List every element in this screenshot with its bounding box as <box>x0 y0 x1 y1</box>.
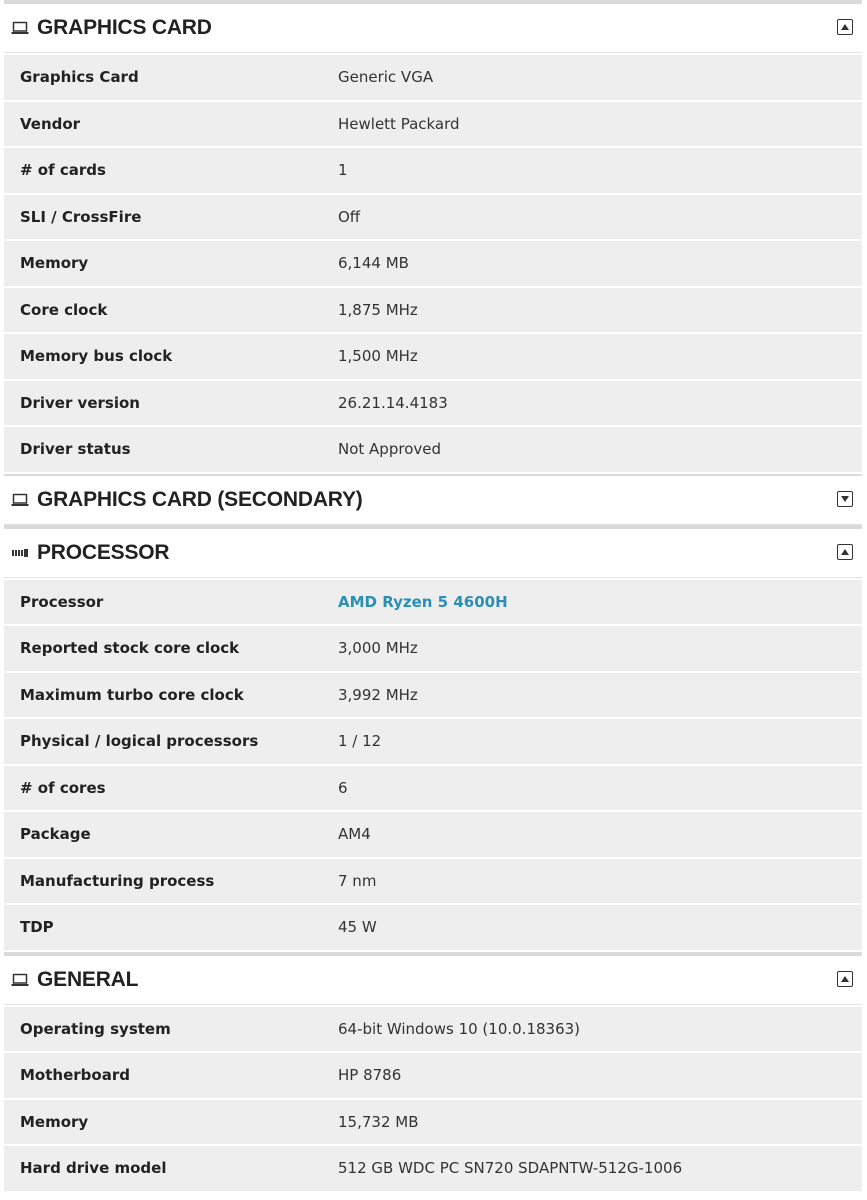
table-row <box>4 859 862 906</box>
row-label: # of cards <box>20 161 106 180</box>
table-row <box>4 381 862 428</box>
table-row <box>4 1146 862 1193</box>
row-value: 6,144 MB <box>338 254 409 273</box>
row-value: AM4 <box>338 825 371 844</box>
section-title: GRAPHICS CARD (SECONDARY) <box>37 487 363 511</box>
graphics-card-rows <box>4 53 862 474</box>
table-row <box>4 812 862 859</box>
section-processor <box>4 525 862 952</box>
row-value: 15,732 MB <box>338 1112 419 1131</box>
row-value: 45 W <box>338 918 377 937</box>
row-label: Motherboard <box>20 1066 130 1085</box>
collapse-toggle-icon[interactable] <box>837 544 853 560</box>
section-graphics-card-secondary <box>4 474 862 525</box>
row-label: Manufacturing process <box>20 871 215 890</box>
row-label: Reported stock core clock <box>20 639 240 658</box>
section-title: GRAPHICS CARD <box>37 16 212 39</box>
row-label: # of cores <box>20 778 106 797</box>
row-value: 3,000 MHz <box>338 639 418 658</box>
table-row <box>4 241 862 288</box>
section-header-general[interactable] <box>4 956 862 1005</box>
row-value: 1 <box>338 161 348 180</box>
row-value: 3,992 MHz <box>338 685 418 704</box>
table-row <box>4 673 862 720</box>
section-header-processor[interactable] <box>4 529 862 578</box>
table-row <box>4 766 862 813</box>
row-label: Graphics Card <box>20 68 139 87</box>
row-label: Package <box>20 825 91 844</box>
row-label: Maximum turbo core clock <box>20 685 244 704</box>
collapse-toggle-icon[interactable] <box>837 19 853 35</box>
row-label: Driver status <box>20 440 131 459</box>
processor-rows <box>4 578 862 952</box>
table-row <box>4 905 862 952</box>
cpu-icon <box>11 544 29 562</box>
section-general <box>4 952 862 1193</box>
row-value: 1,500 MHz <box>338 347 418 366</box>
table-row <box>4 427 862 474</box>
row-label: Physical / logical processors <box>20 732 259 751</box>
row-value: Not Approved <box>338 440 441 459</box>
table-row <box>4 102 862 149</box>
table-row <box>4 1053 862 1100</box>
laptop-icon <box>11 971 29 989</box>
row-label: Driver version <box>20 393 140 412</box>
system-info-page <box>4 0 862 1193</box>
section-title: GENERAL <box>37 967 139 991</box>
row-value: HP 8786 <box>338 1066 402 1085</box>
laptop-icon <box>11 491 29 509</box>
row-label: Memory <box>20 1112 89 1131</box>
section-title: PROCESSOR <box>37 540 170 564</box>
processor-link[interactable]: AMD Ryzen 5 4600H <box>338 592 508 611</box>
row-value: Hewlett Packard <box>338 114 460 133</box>
section-graphics-card <box>4 0 862 474</box>
row-value: 7 nm <box>338 871 377 890</box>
row-value: 26.21.14.4183 <box>338 393 448 412</box>
table-row <box>4 148 862 195</box>
row-label: Vendor <box>20 114 81 133</box>
section-header-graphics-card-secondary[interactable] <box>4 476 862 525</box>
table-row <box>4 53 862 102</box>
row-value: 1 / 12 <box>338 732 382 751</box>
table-row <box>4 195 862 242</box>
row-label: Memory <box>20 254 89 273</box>
row-label: TDP <box>20 918 54 937</box>
row-value: 1,875 MHz <box>338 300 418 319</box>
table-row <box>4 1005 862 1054</box>
row-value: 6 <box>338 778 348 797</box>
table-row <box>4 288 862 335</box>
row-value: Generic VGA <box>338 68 434 87</box>
table-row <box>4 719 862 766</box>
table-row <box>4 334 862 381</box>
section-header-graphics-card[interactable] <box>4 4 862 53</box>
row-value: 512 GB WDC PC SN720 SDAPNTW-512G-1006 <box>338 1159 683 1178</box>
row-label: Core clock <box>20 300 108 319</box>
row-label: Hard drive model <box>20 1159 167 1178</box>
row-value: 64-bit Windows 10 (10.0.18363) <box>338 1019 581 1038</box>
row-value: Off <box>338 207 361 226</box>
general-rows <box>4 1005 862 1193</box>
table-row <box>4 1100 862 1147</box>
laptop-icon <box>11 19 29 37</box>
table-row <box>4 626 862 673</box>
row-label: Processor <box>20 592 104 611</box>
expand-toggle-icon[interactable] <box>837 491 853 507</box>
row-label: SLI / CrossFire <box>20 207 142 226</box>
collapse-toggle-icon[interactable] <box>837 971 853 987</box>
row-label: Memory bus clock <box>20 347 173 366</box>
row-label: Operating system <box>20 1019 171 1038</box>
table-row <box>4 578 862 627</box>
